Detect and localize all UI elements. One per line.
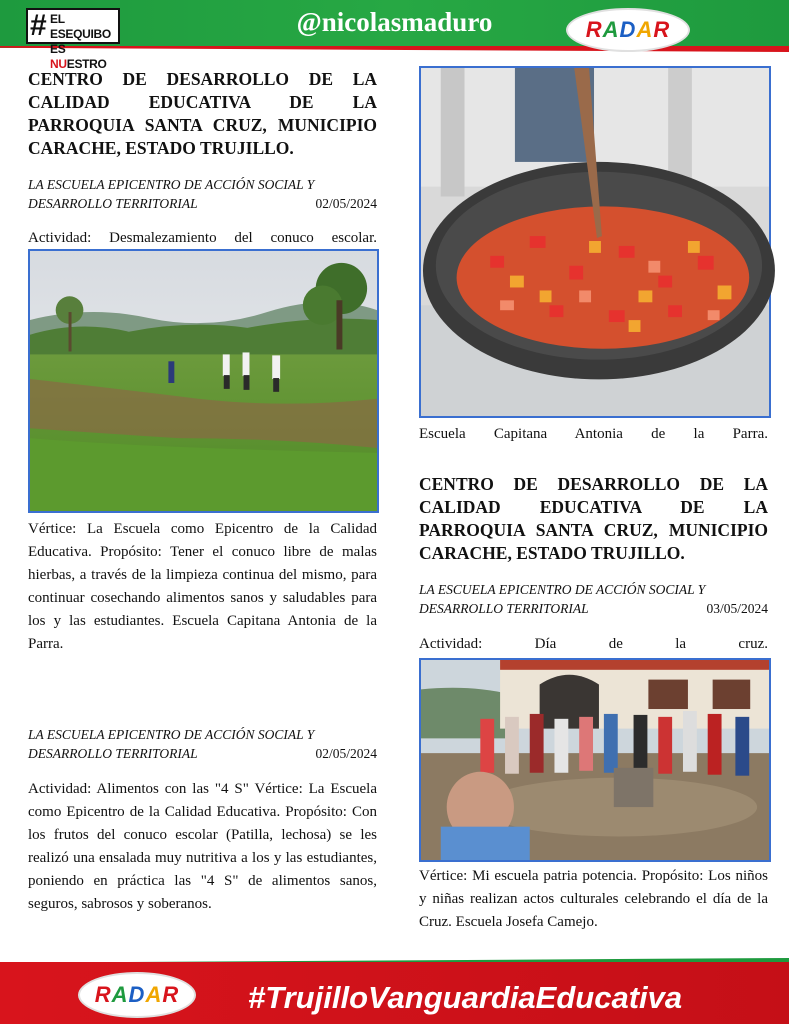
- right-paragraph: Vértice: Mi escuela patria potencia. Propósito: Los niños y niñas realizan actos culturales celebrando el día de la Cruz. Escuela Josefa Camejo.: [419, 868, 768, 930]
- salad-pot-photo: [419, 66, 771, 418]
- radar-logo: R A D A R: [566, 8, 690, 52]
- activity-1: Actividad: Desmalezamiento del conuco escolar.: [28, 230, 377, 246]
- footer-hashtag: #TrujilloVanguardiaEducativa: [248, 980, 683, 1015]
- right-subheading: LA ESCUELA EPICENTRO DE ACCIÓN SOCIAL Y DESARROLLO TERRITORIAL 03/05/2024: [419, 582, 768, 616]
- field-photo: [28, 249, 379, 513]
- social-handle: @nicolasmaduro: [296, 7, 493, 37]
- badge-line-2: ES NUESTRO: [50, 42, 107, 71]
- left-paragraph-2: Actividad: Alimentos con las "4 S" Vértice: La Escuela como Epicentro de la Calidad Educativa. Propósito: Con los frutos del conuco escolar (Patilla, lechosa) se les realizó una ensalada muy nutritiva a los y las estudiantes, poniendo en práctica las "4 S" de alimentos sanos, seguros, sabrosos y soberanos.: [28, 781, 377, 912]
- right-caption-1: Escuela Capitana Antonia de la Parra.: [419, 426, 768, 442]
- page-header: [0, 0, 789, 71]
- cross-day-photo: [419, 658, 771, 862]
- left-paragraph-1: Vértice: La Escuela como Epicentro de la Calidad Educativa. Propósito: Tener el conuco libre de malas hierbas, a través de la limpieza continua del mismo, para continuar cosechando alimentos sanos y saludables para los y las estudiantes. Escuela Capitana Antonia de la Parra.: [28, 521, 377, 652]
- left-subheading-2: LA ESCUELA EPICENTRO DE ACCIÓN SOCIAL Y DESARROLLO TERRITORIAL 02/05/2024: [28, 727, 377, 761]
- date-2: 02/05/2024: [315, 746, 377, 761]
- left-subheading-1: LA ESCUELA EPICENTRO DE ACCIÓN SOCIAL Y DESARROLLO TERRITORIAL 02/05/2024: [28, 177, 377, 211]
- right-heading: CENTRO DE DESARROLLO DE LA CALIDAD EDUCATIVA DE LA PARROQUIA SANTA CRUZ, MUNICIPIO CARACHE, ESTADO TRUJILLO.: [419, 474, 768, 563]
- hash-icon: #: [30, 9, 47, 42]
- radar-logo-footer: R A D A R: [78, 972, 196, 1018]
- badge-line-1: EL ESEQUIBO: [50, 12, 111, 41]
- date-1: 02/05/2024: [315, 196, 377, 211]
- left-heading: CENTRO DE DESARROLLO DE LA CALIDAD EDUCATIVA DE LA PARROQUIA SANTA CRUZ, MUNICIPIO CARACHE, ESTADO TRUJILLO.: [28, 69, 377, 158]
- activity-right: Actividad: Día de la cruz.: [419, 636, 768, 652]
- date-3: 03/05/2024: [706, 601, 768, 616]
- header-red-stripe: [0, 46, 789, 52]
